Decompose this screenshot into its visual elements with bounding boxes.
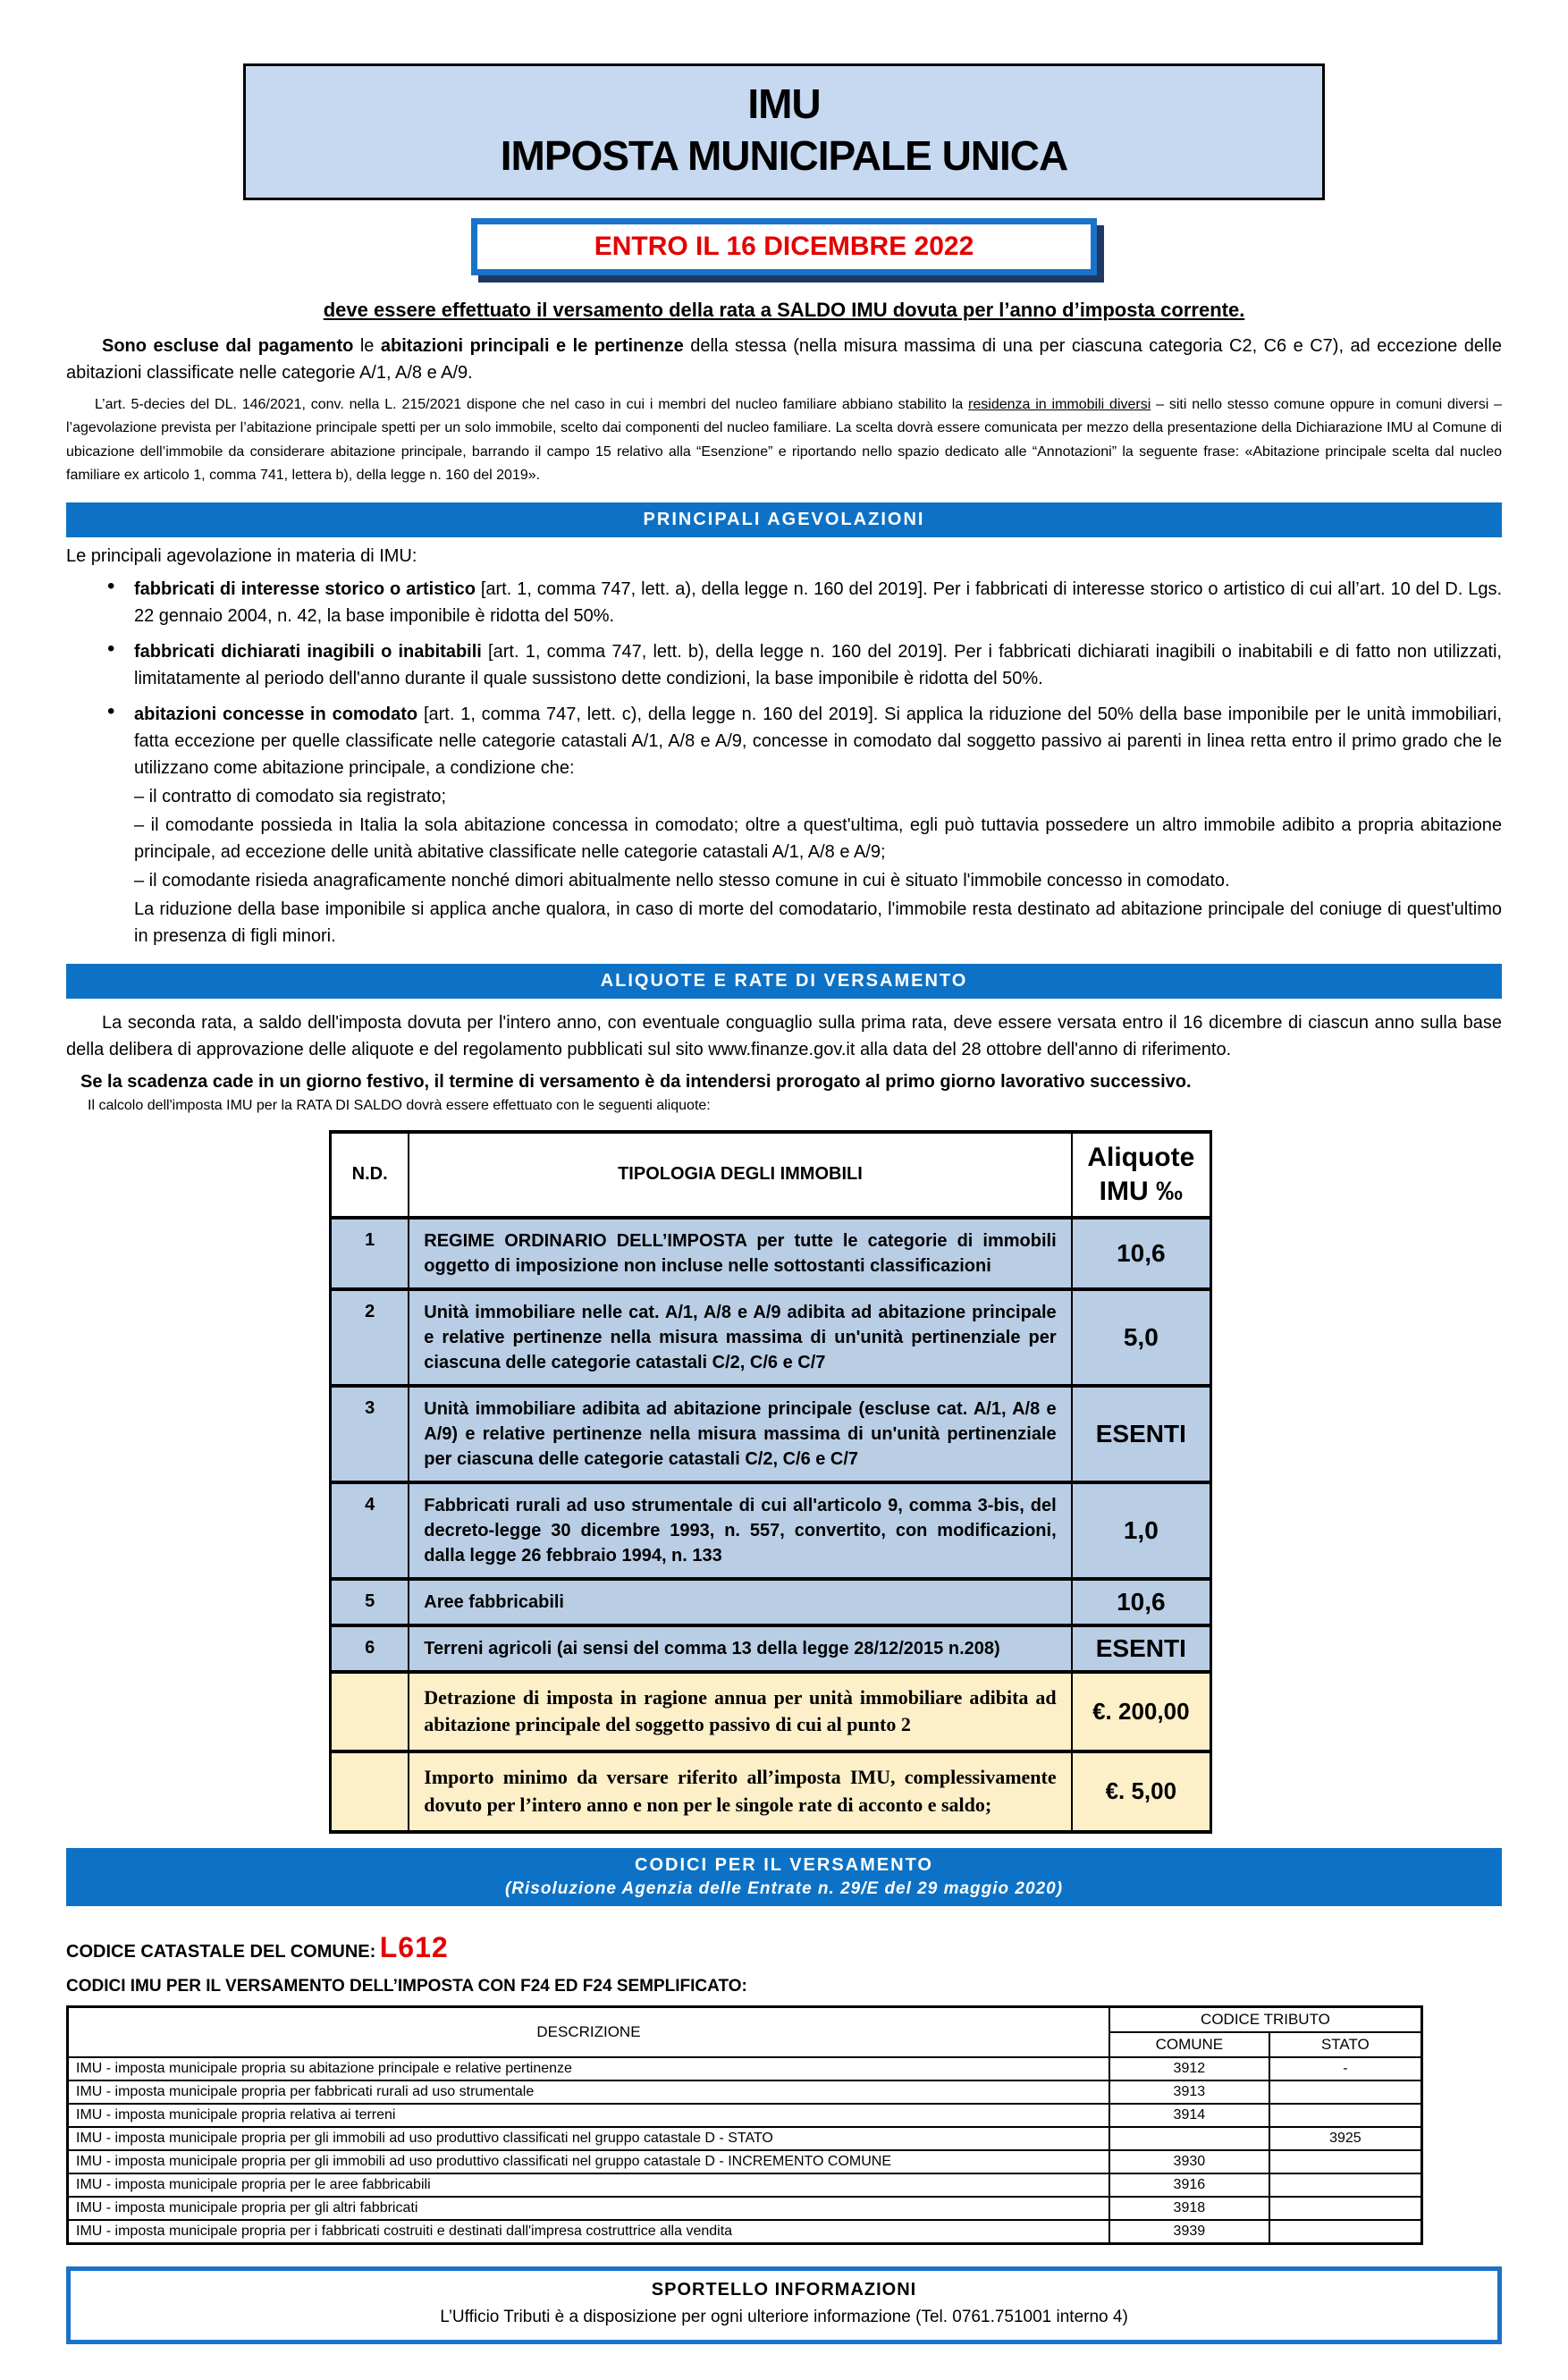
aliquote-paragraph: La seconda rata, a saldo dell'imposta dovuta per l'intero anno, con eventuale conguaglio sulla prima rata, deve essere versata entro il 16 dicembre di ciascun anno sulla base della delibera di approvazione delle aliquote e del regolamento pubblicati sul sito www.finanze.gov.it alla data del 28 ottobre dell'anno di riferimento. [66,1012,1502,1059]
table-row-importo-minimo [331,1751,1211,1832]
codice-descrizione: IMU - imposta municipale propria per gli immobili ad uso produttivo classificati nel gruppo catastale D - INCREMENTO COMUNE [68,2150,1109,2173]
row-tipologia: Unità immobiliare adibita ad abitazione principale (escluse cat. A/1, A/8 e A/9) e relative pertinenze nella misura massima di un'unità pertinenziale per ciascuna delle categorie catastali C/2, C/6 e C/7 [409,1386,1071,1482]
title-line2: IMPOSTA MUNICIPALE UNICA [500,131,1068,179]
bullet-inagibili [66,638,1502,692]
exclusions-paragraph: Sono escluse dal pagamento le abitazioni principali e le pertinenze della stessa (nella misura massima di una per ciascuna categoria C2, C6 e C7), ad eccezione delle abitazioni classificate nelle categorie A/1, A/8 e A/9. [66,336,1502,383]
bullet-comodato-text: abitazioni concesse in comodato [art. 1, comma 747, lett. c), della legge n. 160 del 2019]. Si applica la riduzione del 50% della base imponibile per le unità immobiliari, fatta eccezione per quelle classificate nelle categorie catastali A/1, A/8 e A/9, concesse in comodato dal soggetto passivo ai parenti in linea retta entro il primo grado che le utilizzano come abitazione principale, a condizione che: [134,704,1503,778]
row-tipologia: Unità immobiliare nelle cat. A/1, A/8 e A/9 adibita ad abitazione principale e relative pertinenze nella misura massima di un'unità pertinenziale per ciascuna delle categorie catastali C/2, C/6 e C/7 [409,1289,1071,1386]
banner-codici-line1: CODICI PER IL VERSAMENTO [635,1854,933,1875]
bullet-comodato [66,698,1503,949]
art5decies-paragraph: L’art. 5-decies del DL. 146/2021, conv. nella L. 215/2021 dispone che nel caso in cui i membri del nucleo familiare abbiano stabilito la residenza in immobili diversi – siti nello stesso comune oppure in comuni diversi – l’agevolazione prevista per l’abitazione principale spetti per un solo immobile, scelto dai componenti del nucleo familiare. La scelta dovrà essere comunicata per mezzo della presentazione della Dichiarazione IMU al Comune di ubicazione dell’immobile da considerare abitazione principale, barrando il campo 15 relativo alla “Esenzione” e riportando nello spazio dedicato alle “Annotazioni” la seguente frase: «Abitazione principale scelta dal nucleo familiare ex articolo 1, comma 741, lettera b), della legge n. 160 del 2019». [66,397,1502,484]
bullet-comodato-cond-2: – il comodante possieda in Italia la sola abitazione concessa in comodato; oltre a quest'ultima, egli può tuttavia possedere un altro immobile adibito a propria abitazione principale, ad eccezione delle unità abitative classificate nelle categorie catastali A/1, A/8 e A/9; [134,814,1502,862]
f24-intro: CODICI IMU PER IL VERSAMENTO DELL’IMPOSTA CON F24 ED F24 SEMPLIFICATO: [66,1976,747,1996]
row-tipologia: Aree fabbricabili [409,1579,1071,1625]
row-aliquota: 5,0 [1072,1289,1211,1386]
rates-header-nd: N.D. [331,1132,409,1218]
bullet-icon: • [107,636,115,661]
row-number: 2 [331,1289,409,1386]
codice-descrizione: IMU - imposta municipale propria su abitazione principale e relative pertinenze [68,2057,1109,2080]
row-number: 6 [331,1625,409,1672]
table-row [68,2057,1422,2080]
codice-comune [1109,2127,1269,2150]
row-aliquota: 10,6 [1072,1218,1211,1289]
rates-table [329,1130,1212,1834]
row-tipologia: Importo minimo da versare riferito all’imposta IMU, complessivamente dovuto per l’intero anno e non per le singole rate di acconto e saldo; [409,1751,1071,1832]
scadenza-festivo-note: Se la scadenza cade in un giorno festivo, il termine di versamento è da intendersi prorogato al primo giorno lavorativo successivo. [80,1071,1192,1092]
payment-instruction: deve essere effettuato il versamento della rata a SALDO IMU dovuta per l’anno d’imposta corrente. [323,299,1245,321]
codice-stato: 3925 [1269,2127,1422,2150]
codici-header-codice-tributo: CODICE TRIBUTO [1109,2006,1422,2032]
codice-descrizione: IMU - imposta municipale propria per i fabbricati costruiti e destinati dall'impresa costruttrice alla vendita [68,2220,1109,2244]
row-aliquota: ESENTI [1072,1625,1211,1672]
rates-header-aliquote-line1: Aliquote [1087,1143,1195,1173]
table-row [331,1218,1211,1289]
deadline-box [471,218,1097,275]
codice-comune: 3912 [1109,2057,1269,2080]
row-number: 3 [331,1386,409,1482]
codice-stato [1269,2104,1422,2127]
codici-header-row-1 [68,2006,1422,2032]
table-row [68,2127,1422,2150]
table-row [68,2150,1422,2173]
row-aliquota: €. 200,00 [1072,1672,1211,1752]
agevolazioni-lead: Le principali agevolazione in materia di IMU: [66,545,417,566]
codice-stato [1269,2197,1422,2220]
codice-catastale-label: CODICE CATASTALE DEL COMUNE: [66,1941,376,1962]
table-row [331,1386,1211,1482]
codice-descrizione: IMU - imposta municipale propria per gli altri fabbricati [68,2197,1109,2220]
calcolo-saldo-note: Il calcolo dell'imposta IMU per la RATA DI SALDO dovrà essere effettuato con le seguenti aliquote: [88,1097,711,1113]
row-tipologia: Fabbricati rurali ad uso strumentale di cui all'articolo 9, comma 3-bis, del decreto-legge 30 dicembre 1993, n. 557, convertito, con modificazioni, dalla legge 26 febbraio 1994, n. 133 [409,1482,1071,1579]
title-line1: IMU [747,80,821,127]
row-number: 5 [331,1579,409,1625]
codice-comune: 3930 [1109,2150,1269,2173]
bullet-storico-artistico [66,573,1503,629]
table-row [68,2173,1422,2197]
table-row [331,1625,1211,1672]
codici-header-comune: COMUNE [1109,2032,1269,2057]
codici-table [66,2005,1423,2245]
bullet-comodato-cond-1: – il contratto di comodato sia registrato; [134,786,447,806]
table-row [68,2197,1422,2220]
bullet-inagibili-text: fabbricati dichiarati inagibili o inabitabili [art. 1, comma 747, lett. b), della legge n. 160 del 2019]. Per i fabbricati dichiarati inagibili o inabitabili e di fatto non utilizzati, limitatamente al periodo dell'anno durante il quale sussistono dette condizioni, la base imponibile è ridotta del 50%. [134,641,1502,688]
row-tipologia: Terreni agricoli (ai sensi del comma 13 della legge 28/12/2015 n.208) [409,1625,1071,1672]
codice-stato [1269,2080,1422,2104]
rates-header-aliquote [1072,1132,1211,1218]
codice-comune: 3939 [1109,2220,1269,2244]
codice-descrizione: IMU - imposta municipale propria per fabbricati rurali ad uso strumentale [68,2080,1109,2104]
codice-comune: 3918 [1109,2197,1269,2220]
row-aliquota: 10,6 [1072,1579,1211,1625]
codice-catastale-value: L612 [379,1930,449,1963]
row-number: 1 [331,1218,409,1289]
codice-stato: - [1269,2057,1422,2080]
banner-principali-agevolazioni [66,502,1502,537]
table-row [68,2104,1422,2127]
sportello-title: SPORTELLO INFORMAZIONI [651,2279,917,2300]
row-aliquota: ESENTI [1072,1386,1211,1482]
sportello-informazioni-box [66,2266,1502,2344]
table-row [68,2080,1422,2104]
table-row [331,1289,1211,1386]
table-row-detrazione [331,1672,1211,1752]
banner-codici-versamento [66,1848,1502,1906]
bullet-comodato-closing: La riduzione della base imponibile si applica anche qualora, in caso di morte del comodatario, l'immobile resta destinato ad abitazione principale del coniuge di quest'ultimo in presenza di figli minori. [134,899,1502,946]
table-row [331,1482,1211,1579]
deadline-text: ENTRO IL 16 DICEMBRE 2022 [594,232,974,261]
codice-stato [1269,2150,1422,2173]
banner-aliquote-label: ALIQUOTE E RATE DI VERSAMENTO [600,970,968,991]
bullet-icon: • [107,573,115,598]
codice-descrizione: IMU - imposta municipale propria per le aree fabbricabili [68,2173,1109,2197]
codice-descrizione: IMU - imposta municipale propria per gli immobili ad uso produttivo classificati nel gruppo catastale D - STATO [68,2127,1109,2150]
bullet-storico-artistico-text: fabbricati di interesse storico o artistico [art. 1, comma 747, lett. a), della legge n. 160 del 2019]. Per i fabbricati di interesse storico o artistico di cui all’art. 10 del D. Lgs. 22 gennaio 2004, n. 42, la base imponibile è ridotta del 50%. [134,578,1503,626]
codice-stato [1269,2220,1422,2244]
codice-stato [1269,2173,1422,2197]
row-number [331,1751,409,1832]
rates-header-tipologia: TIPOLOGIA DEGLI IMMOBILI [409,1132,1071,1218]
codici-header-descrizione: DESCRIZIONE [68,2006,1109,2057]
codici-header-stato: STATO [1269,2032,1422,2057]
rates-header-aliquote-line2: IMU ‰ [1099,1176,1183,1206]
codice-comune: 3913 [1109,2080,1269,2104]
bullet-comodato-cond-3: – il comodante risieda anagraficamente nonché dimori abitualmente nello stesso comune in cui è situato l'immobile concesso in comodato. [134,870,1230,890]
banner-principali-agevolazioni-label: PRINCIPALI AGEVOLAZIONI [643,509,925,529]
rates-header-row [331,1132,1211,1218]
codice-comune: 3916 [1109,2173,1269,2197]
table-row [68,2220,1422,2244]
bullet-icon: • [107,698,115,723]
banner-aliquote [66,964,1502,999]
title-box [243,63,1325,200]
sportello-text: L’Ufficio Tributi è a disposizione per ogni ulteriore informazione (Tel. 0761.751001 interno 4) [440,2307,1128,2326]
codice-descrizione: IMU - imposta municipale propria relativa ai terreni [68,2104,1109,2127]
row-aliquota: 1,0 [1072,1482,1211,1579]
codice-comune: 3914 [1109,2104,1269,2127]
row-tipologia: Detrazione di imposta in ragione annua per unità immobiliare adibita ad abitazione principale del soggetto passivo di cui al punto 2 [409,1672,1071,1752]
codice-catastale-line [66,1931,1502,1964]
banner-codici-line2: (Risoluzione Agenzia delle Entrate n. 29/E del 29 maggio 2020) [504,1878,1064,1898]
table-row [331,1579,1211,1625]
row-aliquota: €. 5,00 [1072,1751,1211,1832]
row-tipologia: REGIME ORDINARIO DELL’IMPOSTA per tutte le categorie di immobili oggetto di imposizione non incluse nelle sottostanti classificazioni [409,1218,1071,1289]
row-number [331,1672,409,1752]
row-number: 4 [331,1482,409,1579]
